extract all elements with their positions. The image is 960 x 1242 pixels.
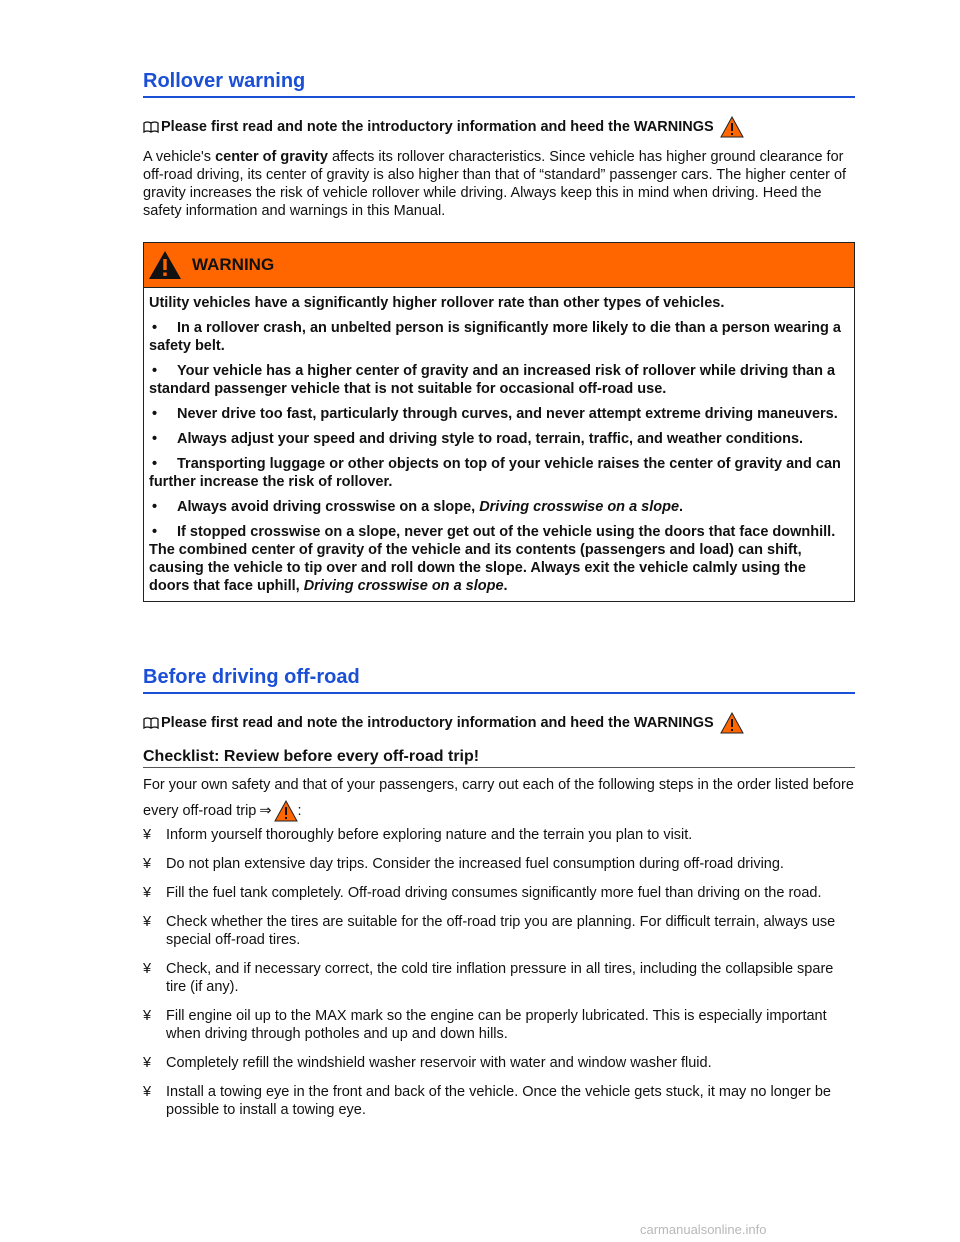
checklist bbox=[143, 826, 855, 1119]
list-item: ¥ Check, and if necessary correct, the cold tire inflation pressure in all tires, including the collapsible spare tire (if any). bbox=[143, 961, 834, 995]
list-item: ¥ Check whether the tires are suitable for the off-road trip you are planning. For difficult terrain, always use special off-road tires. bbox=[143, 914, 836, 948]
crosswise-link[interactable]: Driving crosswise on a slope bbox=[303, 578, 504, 594]
warning-header bbox=[144, 243, 854, 288]
bullet-mark: ¥ bbox=[143, 827, 152, 843]
checklist-heading: Checklist: Review before every off-road trip! bbox=[143, 748, 855, 768]
bullet-mark: ¥ bbox=[143, 1055, 152, 1071]
bullet-mark: ¥ bbox=[143, 856, 152, 872]
section-before-offroad bbox=[143, 666, 855, 1130]
intro-text: Please first read and note the introductory information and heed the WARNINGS bbox=[161, 715, 714, 731]
warning-box bbox=[143, 242, 855, 602]
warning-triangle-icon[interactable] bbox=[720, 116, 744, 138]
arrow-icon: ⇒ bbox=[259, 803, 272, 819]
warning-heading: WARNING bbox=[192, 255, 275, 274]
list-item: ¥ Fill engine oil up to the MAX mark so the engine can be properly lubricated. This is especially important when driving through potholes and up and down hills. bbox=[143, 1008, 827, 1042]
warning-bullet: • Always adjust your speed and driving style to road, terrain, traffic, and weather conditions. bbox=[149, 430, 848, 448]
section-rollover bbox=[143, 70, 855, 602]
list-item: ¥ Completely refill the windshield washer reservoir with water and window washer fluid. bbox=[143, 1055, 712, 1071]
cog-term: center of gravity bbox=[215, 149, 328, 165]
bullet-mark: ¥ bbox=[143, 1008, 152, 1024]
warning-bullet: • If stopped crosswise on a slope, never get out of the vehicle using the doors that face downhill. The combined center of gravity of the vehicle and its contents (passengers and load) can shift, causing the vehicle to tip over and roll down the slope. Always exit the vehicle calmly using the doors that face uphill, Driving crosswise on a slope. bbox=[149, 523, 848, 595]
warning-lead: Utility vehicles have a significantly higher rollover rate than other types of vehicles. bbox=[149, 295, 725, 311]
intro-line bbox=[143, 712, 855, 734]
bullet-mark: ¥ bbox=[143, 885, 152, 901]
warning-bullet: • Your vehicle has a higher center of gravity and an increased risk of rollover while driving than a standard passenger vehicle that is not suitable for occasional off-road use. bbox=[149, 362, 848, 398]
book-icon bbox=[143, 121, 159, 133]
warning-bullet: • Transporting luggage or other objects on top of your vehicle raises the center of gravity and can further increase the risk of rollover. bbox=[149, 455, 848, 491]
section-title-before-offroad: Before driving off-road bbox=[143, 666, 855, 694]
list-item: ¥ Fill the fuel tank completely. Off-road driving consumes significantly more fuel than driving on the road. bbox=[143, 885, 822, 901]
checklist-intro: For your own safety and that of your passengers, carry out each of the following steps in the order listed before every off-road trip ⇒ : bbox=[143, 772, 855, 824]
bullet-mark: ¥ bbox=[143, 1084, 152, 1100]
warning-body bbox=[144, 288, 854, 601]
list-item: ¥ Inform yourself thoroughly before exploring nature and the terrain you plan to visit. bbox=[143, 827, 693, 843]
watermark: carmanualsonline.info bbox=[640, 1222, 767, 1237]
crosswise-link[interactable]: Driving crosswise on a slope bbox=[479, 499, 680, 515]
warning-bullet: • Always avoid driving crosswise on a slope, Driving crosswise on a slope. bbox=[149, 498, 848, 516]
bullet-mark: ¥ bbox=[143, 961, 152, 977]
warning-triangle-icon bbox=[148, 250, 182, 280]
warning-bullet: • In a rollover crash, an unbelted person is significantly more likely to die than a person wearing a safety belt. bbox=[149, 319, 848, 355]
bullet-mark: ¥ bbox=[143, 914, 152, 930]
cog-paragraph: A vehicle's center of gravity affects its rollover characteristics. Since vehicle has higher ground clearance for off-road driving, its center of gravity is also higher than that of “standard” passenger cars. The higher center of gravity increases the risk of vehicle rollover while driving. Always keep this in mind when driving. Heed the safety information and warnings in this Manual. bbox=[143, 149, 847, 219]
list-item: ¥ Install a towing eye in the front and back of the vehicle. Once the vehicle gets stuck, it may no longer be possible to install a towing eye. bbox=[143, 1084, 831, 1118]
warning-bullet: • Never drive too fast, particularly through curves, and never attempt extreme driving maneuvers. bbox=[149, 405, 848, 423]
intro-text: Please first read and note the introductory information and heed the WARNINGS bbox=[161, 119, 714, 135]
book-icon bbox=[143, 717, 159, 729]
intro-line bbox=[143, 116, 855, 138]
list-item: ¥ Do not plan extensive day trips. Consider the increased fuel consumption during off-road driving. bbox=[143, 856, 784, 872]
warning-triangle-icon[interactable] bbox=[274, 800, 298, 822]
section-title-rollover: Rollover warning bbox=[143, 70, 855, 98]
warning-triangle-icon[interactable] bbox=[720, 712, 744, 734]
